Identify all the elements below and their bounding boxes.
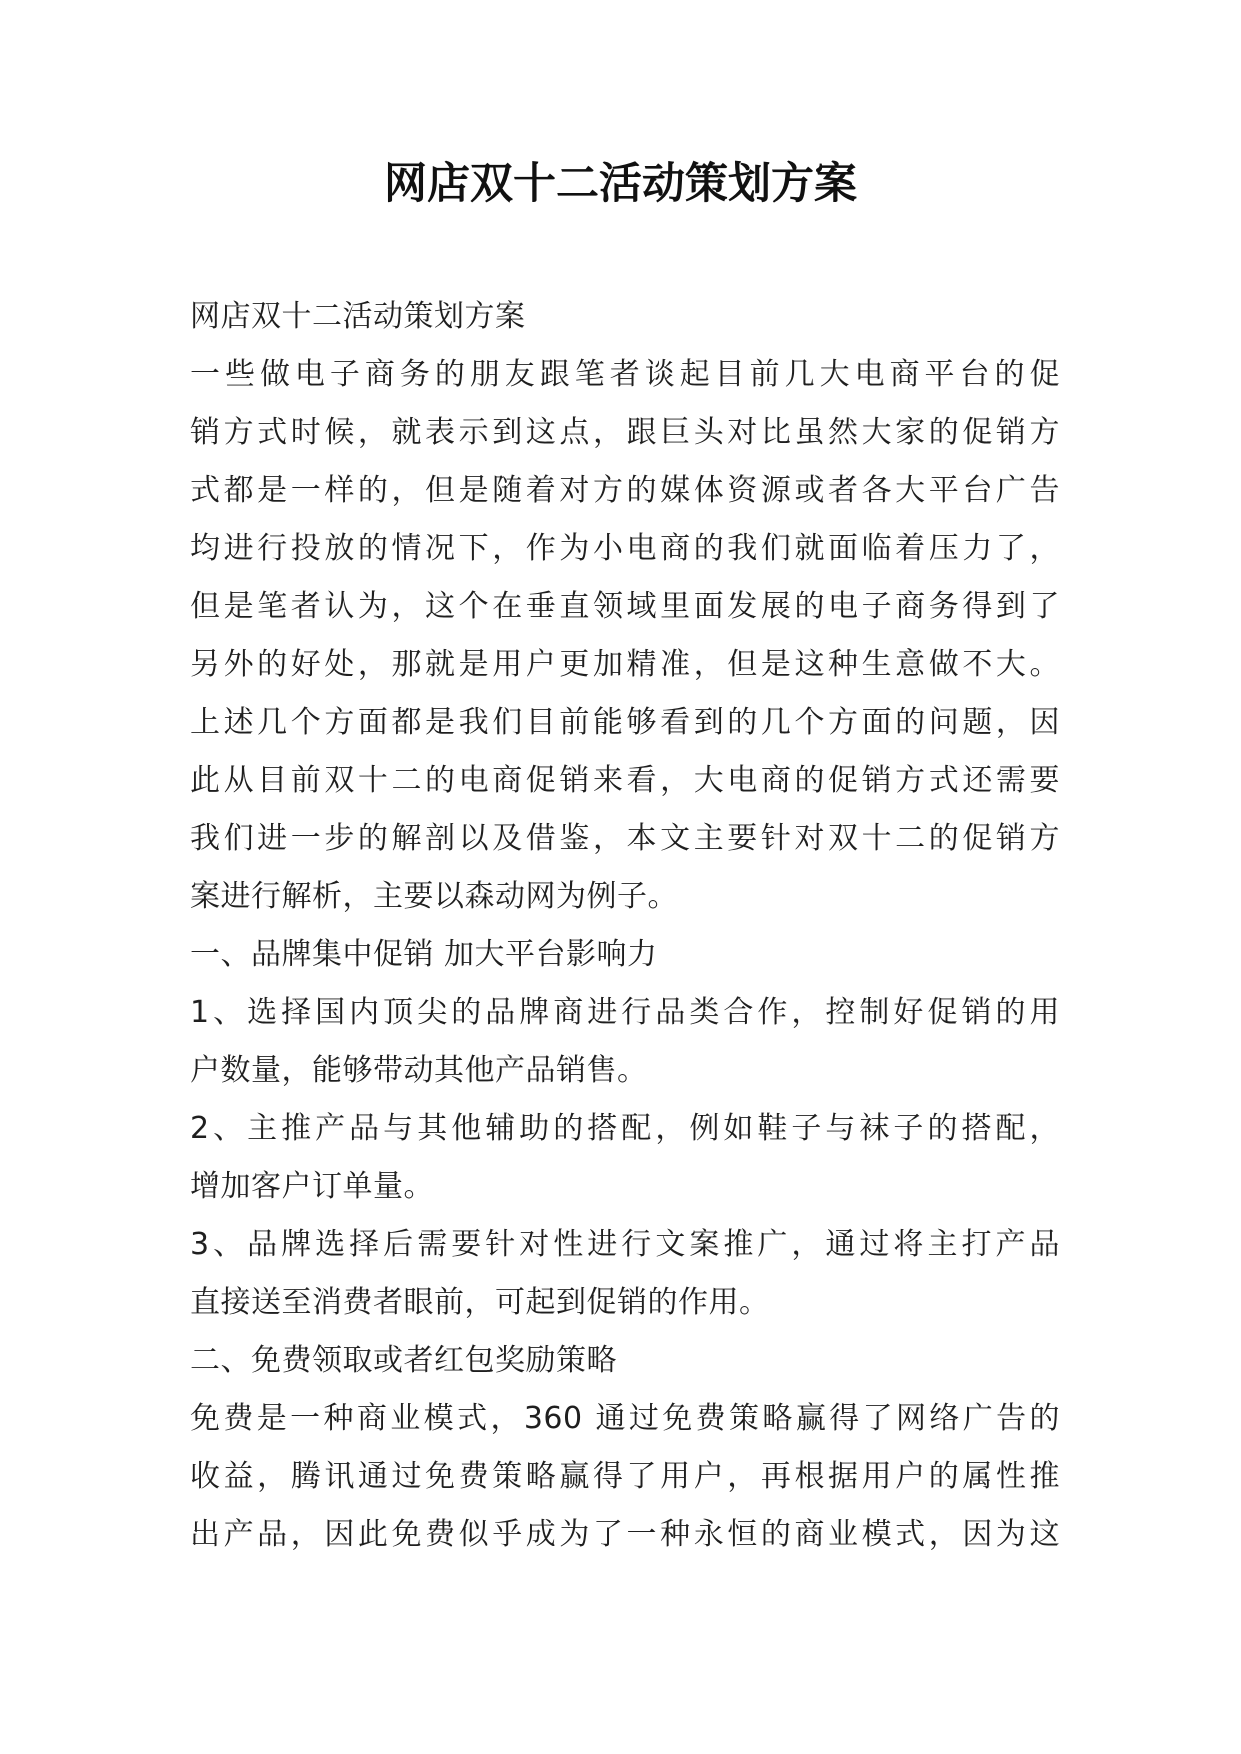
document-line: 一、品牌集中促销 加大平台影响力	[190, 937, 658, 972]
document-line: 另外的好处，那就是用户更加精准，但是这种生意做不大。	[190, 647, 1060, 682]
document-line: 案进行解析，主要以森动网为例子。	[190, 879, 678, 914]
document-body	[190, 288, 1060, 1564]
document-line: 式都是一样的，但是随着对方的媒体资源或者各大平台广告	[190, 473, 1060, 508]
document-line: 但是笔者认为，这个在垂直领域里面发展的电子商务得到了	[190, 589, 1060, 624]
document-line: 收益，腾讯通过免费策略赢得了用户，再根据用户的属性推	[190, 1459, 1060, 1494]
document-line: 销方式时候，就表示到这点，跟巨头对比虽然大家的促销方	[190, 415, 1060, 450]
document-line: 我们进一步的解剖以及借鉴，本文主要针对双十二的促销方	[190, 821, 1060, 856]
document-line: 一些做电子商务的朋友跟笔者谈起目前几大电商平台的促	[190, 357, 1060, 392]
document-line: 1、选择国内顶尖的品牌商进行品类合作，控制好促销的用	[190, 995, 1060, 1030]
document-line: 二、免费领取或者红包奖励策略	[190, 1343, 617, 1378]
document-line: 均进行投放的情况下，作为小电商的我们就面临着压力了，	[190, 531, 1060, 566]
document-line: 户数量，能够带动其他产品销售。	[190, 1053, 648, 1088]
document-line: 免费是一种商业模式，360 通过免费策略赢得了网络广告的	[190, 1401, 1060, 1436]
document-line: 上述几个方面都是我们目前能够看到的几个方面的问题，因	[190, 705, 1060, 740]
document-line: 直接送至消费者眼前，可起到促销的作用。	[190, 1285, 770, 1320]
document-line: 网店双十二活动策划方案	[190, 299, 526, 334]
document-line: 增加客户订单量。	[190, 1169, 434, 1204]
document-line: 此从目前双十二的电商促销来看，大电商的促销方式还需要	[190, 763, 1060, 798]
document-line: 3、品牌选择后需要针对性进行文案推广，通过将主打产品	[190, 1227, 1060, 1262]
document-line: 2、主推产品与其他辅助的搭配，例如鞋子与袜子的搭配，	[190, 1111, 1060, 1146]
document-title: 网店双十二活动策划方案	[384, 159, 857, 209]
document-line: 出产品，因此免费似乎成为了一种永恒的商业模式，因为这	[190, 1517, 1060, 1552]
